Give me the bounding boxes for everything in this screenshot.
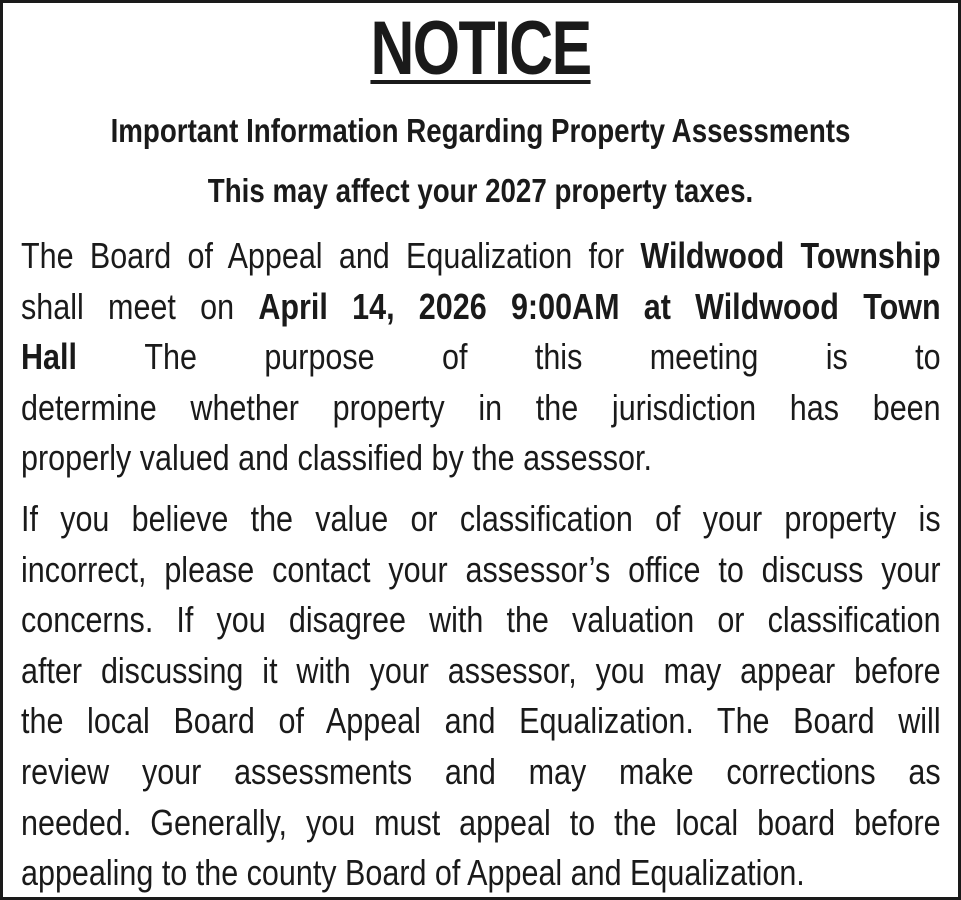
text-line xyxy=(21,332,941,383)
text-line xyxy=(21,383,941,434)
text-line: after discussing it with your assessor, you may appear before xyxy=(21,649,941,691)
text-line: needed. Generally, you must appeal to the local board before xyxy=(21,801,941,843)
notice-title xyxy=(99,3,863,89)
text-line xyxy=(21,433,941,484)
notice-body xyxy=(21,231,941,899)
text-line: If you believe the value or classification of your property is xyxy=(21,497,941,539)
meeting-intro-text: shall meet on xyxy=(21,285,259,327)
meeting-paragraph xyxy=(21,231,941,484)
township-name: Wildwood Township xyxy=(640,235,941,276)
notice-title-text: NOTICE xyxy=(370,6,591,91)
purpose-text-cont: determine whether property in the jurisdiction has been xyxy=(21,386,941,428)
meeting-details: April 14, 2026 9:00AM at Wildwood Town xyxy=(258,285,941,327)
text-line: concerns. If you disagree with the valuation or classification xyxy=(21,599,941,641)
board-intro-text: The Board of Appeal and Equalization for xyxy=(21,235,641,276)
notice-tagline: This may affect your 2027 property taxes. xyxy=(207,172,754,209)
meeting-details-cont: Hall xyxy=(21,336,145,378)
purpose-text: The purpose of this meeting is to xyxy=(144,336,941,378)
text-line xyxy=(21,231,941,282)
text-line: incorrect, please contact your assessor’s office to discuss your xyxy=(21,548,941,590)
notice-subtitle: Important Information Regarding Property Assessments xyxy=(110,112,851,149)
text-line xyxy=(21,282,941,333)
purpose-text-end: properly valued and classified by the assessor. xyxy=(21,437,652,479)
appeal-paragraph xyxy=(21,494,941,899)
text-line: appealing to the county Board of Appeal and Equalization. xyxy=(21,852,805,894)
text-line: review your assessments and may make corrections as xyxy=(21,750,941,792)
text-line: the local Board of Appeal and Equalization. The Board will xyxy=(21,700,941,742)
